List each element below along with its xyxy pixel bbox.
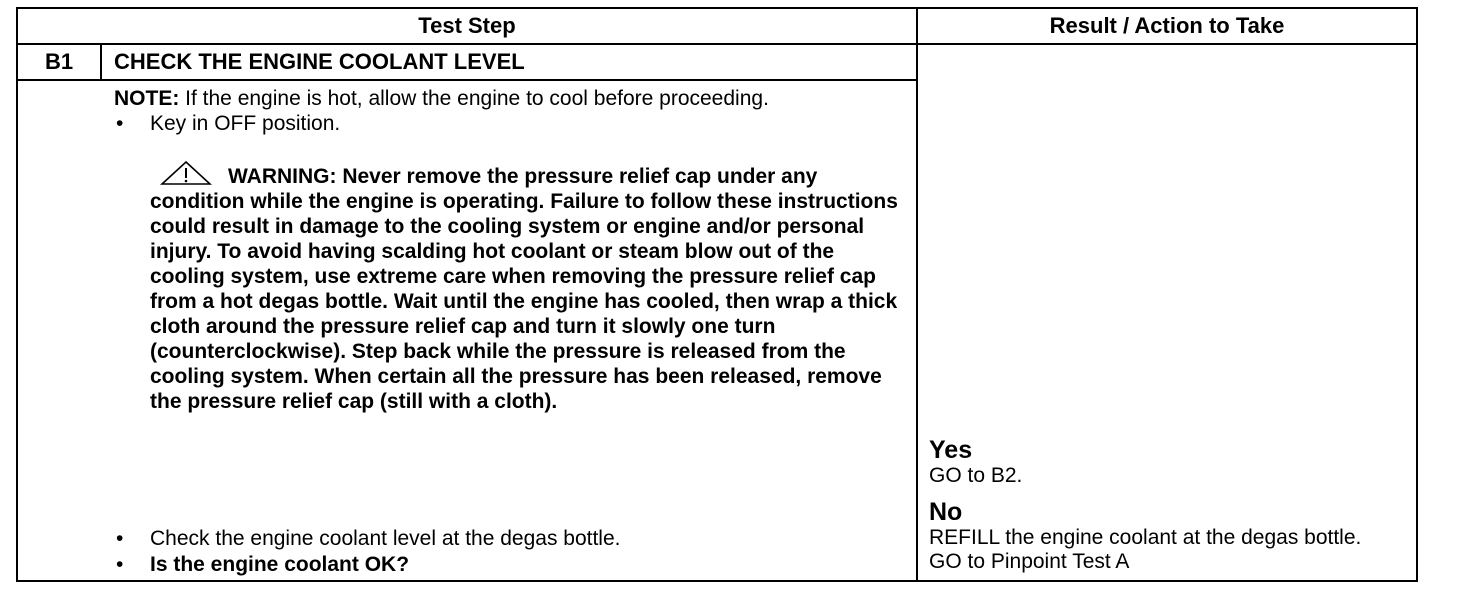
- column-divider: [916, 9, 918, 580]
- warning-block: [114, 161, 904, 414]
- step-id: B1: [44, 49, 74, 74]
- bullet-check-level: [114, 526, 904, 552]
- step-id-divider: [100, 43, 102, 80]
- note-text: If the engine is hot, allow the engine to cool before proceeding.: [179, 87, 769, 110]
- result-no: [929, 499, 1399, 574]
- bullet-glyph: •: [116, 553, 124, 576]
- bullet-key-off-text: Key in OFF position.: [150, 112, 341, 135]
- step-title-divider: [18, 79, 916, 81]
- test-step-header: Test Step: [418, 13, 516, 38]
- bullet-glyph: •: [116, 112, 124, 135]
- step-title: CHECK THE ENGINE COOLANT LEVEL: [114, 49, 525, 74]
- note: [114, 86, 904, 111]
- bullet-glyph: •: [116, 527, 124, 550]
- bullet-check-level-text: Check the engine coolant level at the degas bottle.: [150, 527, 621, 550]
- warning-text: WARNING: Never remove the pressure relief cap under any condition while the engine is operating. Failure to follow these instructions could result in damage to the cooling system or engine and/or personal injury. To avoid having scalding hot coolant or steam blow out of the cooling system, use extreme care when removing the pressure relief cap from a hot degas bottle. Wait until the engine has cooled, then wrap a thick cloth around the pressure relief cap and turn it slowly one turn (counterclockwise). Step back while the pressure is released from the cooling system. When certain all the pressure has been released, remove the pressure relief cap (still with a cloth).: [150, 165, 898, 413]
- step-instructions: [114, 86, 904, 414]
- bullet-key-off: [114, 111, 904, 136]
- bullet-question: [114, 552, 904, 578]
- step-checks: [114, 526, 904, 578]
- no-label: No: [929, 498, 963, 526]
- bullet-question-text: Is the engine coolant OK?: [150, 553, 410, 576]
- note-label: NOTE:: [114, 87, 180, 110]
- result-yes: [929, 437, 1022, 488]
- yes-action: GO to B2.: [929, 464, 1023, 487]
- result-action-header: Result / Action to Take: [1049, 13, 1285, 38]
- warning-triangle-icon: [160, 161, 212, 185]
- test-step-table: [16, 7, 1418, 582]
- no-action: REFILL the engine coolant at the degas bottle. GO to Pinpoint Test A: [929, 526, 1362, 573]
- yes-label: Yes: [929, 436, 973, 464]
